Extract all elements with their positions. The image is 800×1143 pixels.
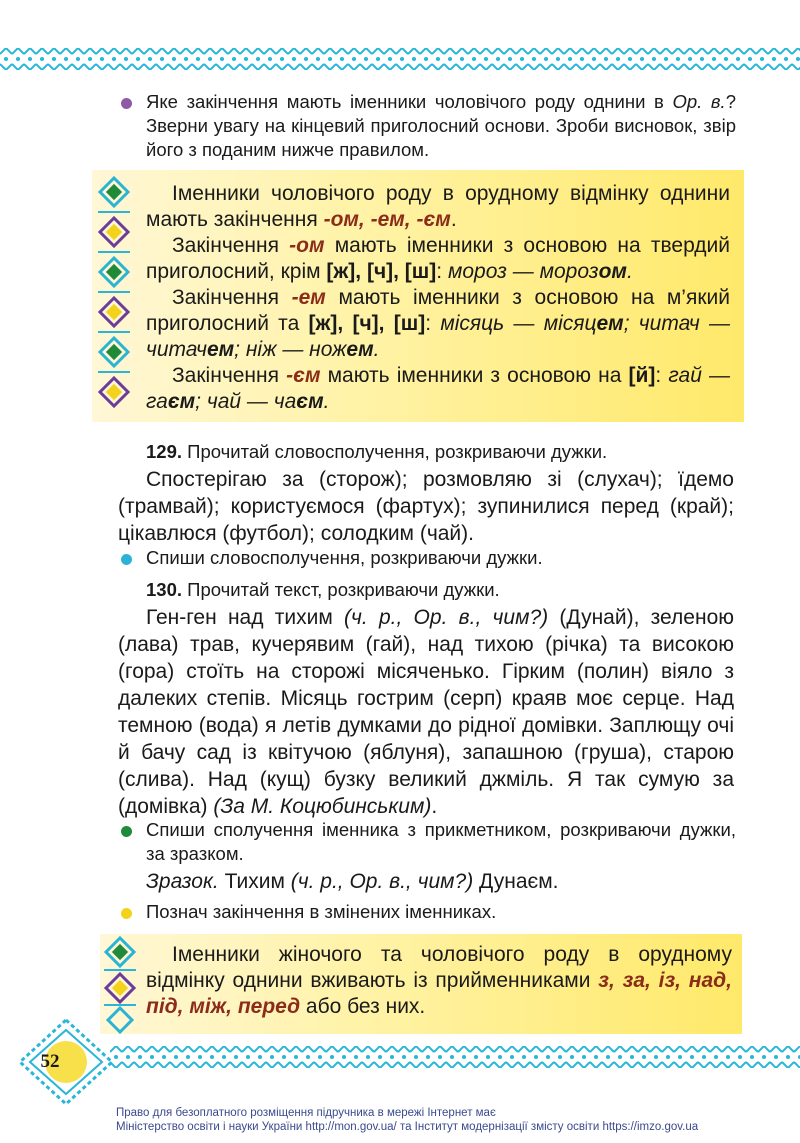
- exercise-129-text: Спостерігаю за (сторож); розмовляю зі (слухач); їдемо (трамвай); користуємося (фартух); зупинилися перед (край); цікавлюся (футбол); солодким (чай).: [118, 468, 734, 545]
- yellow-bullet: [121, 908, 132, 919]
- purple-bullet: [121, 98, 132, 109]
- exercise-129-instruction: Спиши словосполучення, розкриваючи дужки.: [146, 547, 543, 568]
- rule-paragraph-yem: Закінчення -єм мають іменники з основою на [й]: гай — гаєм; чай — чаєм.: [146, 364, 730, 413]
- green-bullet: [121, 826, 132, 837]
- exercise-130-instruction-1: Спиши сполучення іменника з прикметником, розкриваючи дужки, за зразком.: [146, 819, 736, 864]
- page-number: 52: [40, 1051, 60, 1072]
- exercise-130-text: Ген-ген над тихим (ч. р., Ор. в., чим?) (Дунай), зеленою (лава) трав, кучерявим (гай), над тихою (річка) та високою (гора) стоїть на сторожі місяченько. Гірким (полин) віяло з далеких степів. Місяць гострим (серп) краяв моє серце. Над темною (вода) я летів думками до рідної домівки. Заплющу очі й бачу сад із квітучою (яблуня), запашною (груша), старою (слива). Над (кущ) бузку великий джміль. Я так сумую за (домівка) (За М. Коцюбинським).: [118, 606, 734, 818]
- rule-text-masculine: [146, 181, 730, 415]
- exercise-number: 129.: [146, 441, 183, 462]
- exercise-130-task: 130. Прочитай текст, розкриваючи дужки.: [146, 579, 500, 600]
- exercise-130-instruction-2: Познач закінчення в змінених іменниках.: [146, 901, 497, 922]
- footer-line-1: Право для безоплатного розміщення підручника в мережі Інтернет має: [116, 1107, 496, 1119]
- rule-paragraph-om: Закінчення -ом мають іменники з основою на твердий приголосний, крім [ж], [ч], [ш]: мороз — морозом.: [146, 234, 730, 283]
- cyan-bullet: [121, 554, 132, 565]
- rule-paragraph-1: Іменники чоловічого роду в орудному відмінку однини мають закінчення -ом, -ем, -єм.: [146, 182, 730, 231]
- exercise-129-task: 129. Прочитай словосполучення, розкриваючи дужки.: [146, 441, 608, 462]
- footer-rights: [116, 1106, 698, 1134]
- exercise-number: 130.: [146, 579, 183, 600]
- rule-text-prepositions: Іменники жіночого та чоловічого роду в орудному відмінку однини вживають із прийменниками з, за, із, над, під, між, перед або без них.: [146, 943, 732, 1018]
- vertical-ornament-icon: [96, 174, 132, 418]
- top-ornament-border: [0, 48, 800, 70]
- footer-line-2: Міністерство освіти і науки України http://mon.gov.ua/ та Інститут модернізації змісту освіти https://imzo.gov.ua: [116, 1121, 699, 1133]
- exercise-130-sample: Зразок. Тихим (ч. р., Ор. в., чим?) Дунаєм.: [146, 870, 559, 893]
- rule-paragraph-em: Закінчення -ем мають іменники з основою на м’який приголосний та [ж], [ч], [ш]: місяць — місяцем; читач — читачем; ніж — ножем.: [146, 286, 731, 361]
- bottom-ornament-border: [110, 1046, 800, 1068]
- question-endings-masculine: Яке закінчення мають іменники чоловічого роду однини в Ор. в.? Зверни увагу на кінцевий приголосний основи. Зроби висновок, звір його з поданим нижче правилом.: [146, 91, 736, 160]
